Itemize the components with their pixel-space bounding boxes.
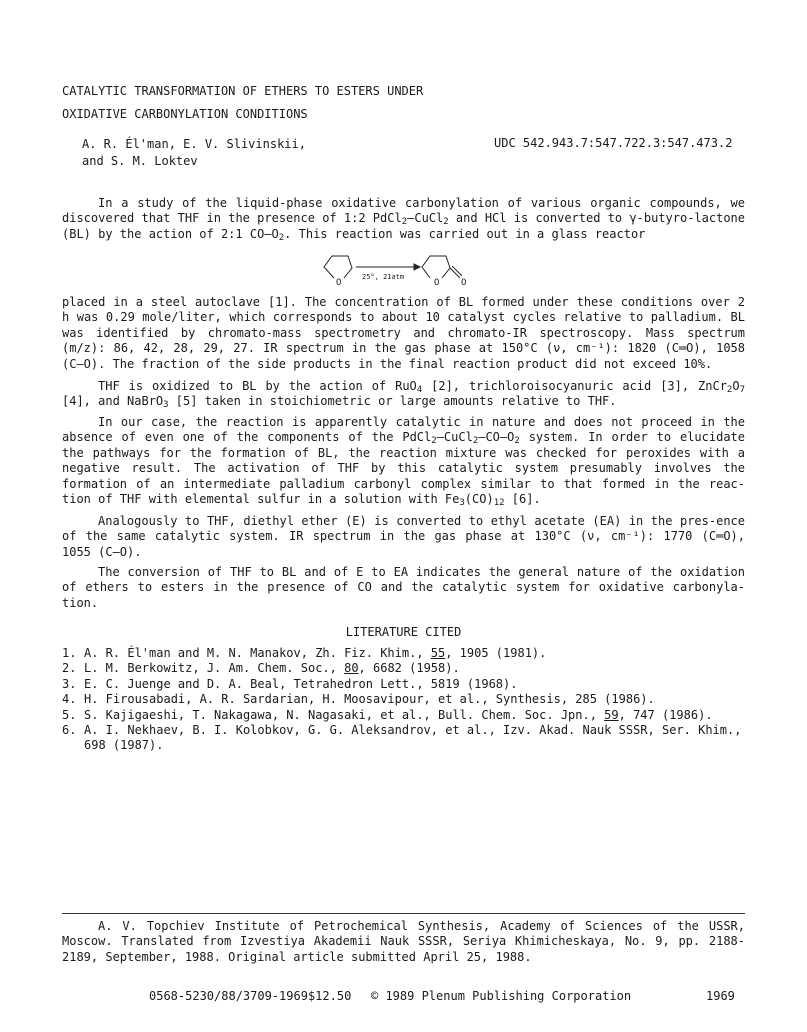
page-number: 1969 (706, 989, 735, 1003)
reference-text-end: , 747 (1986). (618, 707, 713, 722)
reference-number: 2. (62, 661, 77, 676)
reference-number: 6. (62, 723, 77, 738)
carbonyl-oxygen: O (461, 278, 467, 288)
reference-text: S. Kajigaeshi, T. Nakagawa, N. Nagasaki, et al., Bull. Chem. Soc. Jpn., (84, 707, 605, 722)
paragraph-results: placed in a steel autoclave [1]. The concentration of BL formed under these conditions over 2 h was 0.29 mole/liter, which corresponds to about 10 catalyst cycles relative to palladium. BL was identified by chromato-mass spectrometry and chromato-IR spectroscopy. Mass spectrum (m/z): 86, 42, 28, 29, 27. IR spectrum in the gas phase at 150°C (ν, cm⁻¹): 1820 (C═O), 1058 (C–O). The fraction of the side products in the final reaction product did not exceed 10%. (62, 295, 745, 371)
reference-text: L. M. Berkowitz, J. Am. Chem. Soc., (84, 661, 345, 676)
reference-number: 1. (62, 646, 77, 660)
butyrolactone-structure (422, 256, 462, 278)
reference-text-end: , 1905 (1981). (445, 646, 547, 660)
thf-structure (324, 256, 352, 278)
paragraph-intro: In a study of the liquid-phase oxidative carbonylation of various organic compounds, we discovered that THF in the presence of 1:2 PdCl$_2$–CuCl$_2$ and HCl is converted to γ-butyro-lactone (BL) by the action of 2:1 $CO-O_2$. This reaction was carried out in a glass reactor (62, 196, 745, 243)
reference-volume: 55 (430, 646, 446, 660)
paragraph-mechanism: In our case, the reaction is apparently catalytic in nature and does not proceed in the absence of even one of the components of the $PdCl_2-CuCl_2-CO-O_2$ system. In order to elucidate the pathways for the formation of BL, the reaction mixture was checked for peroxides with a negative result. The activation of THF by this catalytic system presumably involves the formation of an intermediate palladium carbonyl complex similar to that formed in the reac-tion of THF with elemental sulfur in a solution with $Fe_3(CO)_{12}$ [6]. (62, 415, 745, 509)
reference-text-end: , 6682 (1958). (358, 661, 460, 676)
paragraph-oxidants: THF is oxidized to BL by the action of RuO$_4$ [2], trichloroisocyanuric acid [3], $ZnCr_2O_7$ [4], and NaBrO$_3$ [5] taken in stoichiometric or large amounts relative to THF. (62, 379, 745, 411)
reference-number: 3. (62, 676, 77, 691)
affiliation-footnote: A. V. Topchiev Institute of Petrochemical Synthesis, Academy of Sciences of the USSR, Moscow. Translated from Izvestiya Akademii Nauk SSSR, Seriya Khimicheskaya, No. 9, pp. 2188-2189, September, 1988. Original article submitted April 25, 1988. (62, 919, 745, 964)
authors: A. R. Él'man, E. V. Slivinskii, and S. M. Loktev (82, 137, 306, 168)
lactone-ring-oxygen: O (434, 278, 440, 288)
reaction-conditions: 25°, 21atm (362, 273, 405, 281)
reference-item (62, 708, 762, 723)
copyright-notice: © 1989 Plenum Publishing Corporation (371, 989, 632, 1003)
reference-volume: 59 (604, 707, 619, 722)
reference-item (62, 692, 762, 707)
reference-text: A. R. Él'man and M. N. Manakov, Zh. Fiz. Khim., (84, 646, 431, 660)
reference-volume: 80 (344, 661, 359, 676)
reference-item (62, 677, 762, 692)
reference-text: H. Firousabadi, A. R. Sardarian, H. Moosavipour, et al., Synthesis, 285 (1986). (84, 692, 655, 707)
thf-oxygen-label: O (336, 278, 342, 288)
reference-item (62, 661, 762, 676)
footnote-divider (62, 913, 745, 914)
article-title-line-2: OXIDATIVE CARBONYLATION CONDITIONS (62, 107, 308, 121)
reaction-scheme (318, 252, 478, 290)
reference-text: E. C. Juenge and D. A. Beal, Tetrahedron Lett., 5819 (1968). (84, 676, 518, 691)
paragraph-conclusion: The conversion of THF to BL and of E to EA indicates the general nature of the oxidation of ethers to esters in the presence of CO and the catalytic system for oxidative carbonyla-tion. (62, 565, 745, 610)
reference-text: A. I. Nekhaev, B. I. Kolobkov, G. G. Aleksandrov, et al., Izv. Akad. Nauk SSSR, Ser. Khim., 698 (1987). (84, 723, 742, 753)
reaction-arrow (356, 264, 420, 270)
reference-item (62, 646, 762, 661)
udc-code: UDC 542.943.7:547.722.3:547.473.2 (494, 136, 733, 150)
reference-item (62, 723, 762, 754)
literature-heading: LITERATURE CITED (345, 625, 462, 639)
article-title-line-1: CATALYTIC TRANSFORMATION OF ETHERS TO ESTERS UNDER (62, 84, 424, 98)
publication-code: 0568-5230/88/3709-1969$12.50 (149, 989, 352, 1003)
reference-number: 4. (62, 692, 77, 707)
reference-list (62, 646, 762, 754)
reference-number: 5. (62, 707, 77, 722)
paragraph-diethyl-ether: Analogously to THF, diethyl ether (E) is converted to ethyl acetate (EA) in the pres-ence of the same catalytic system. IR spectrum in the gas phase at 130°C (ν, cm⁻¹): 1770 (C═O), 1055 (C–O). (62, 514, 745, 559)
